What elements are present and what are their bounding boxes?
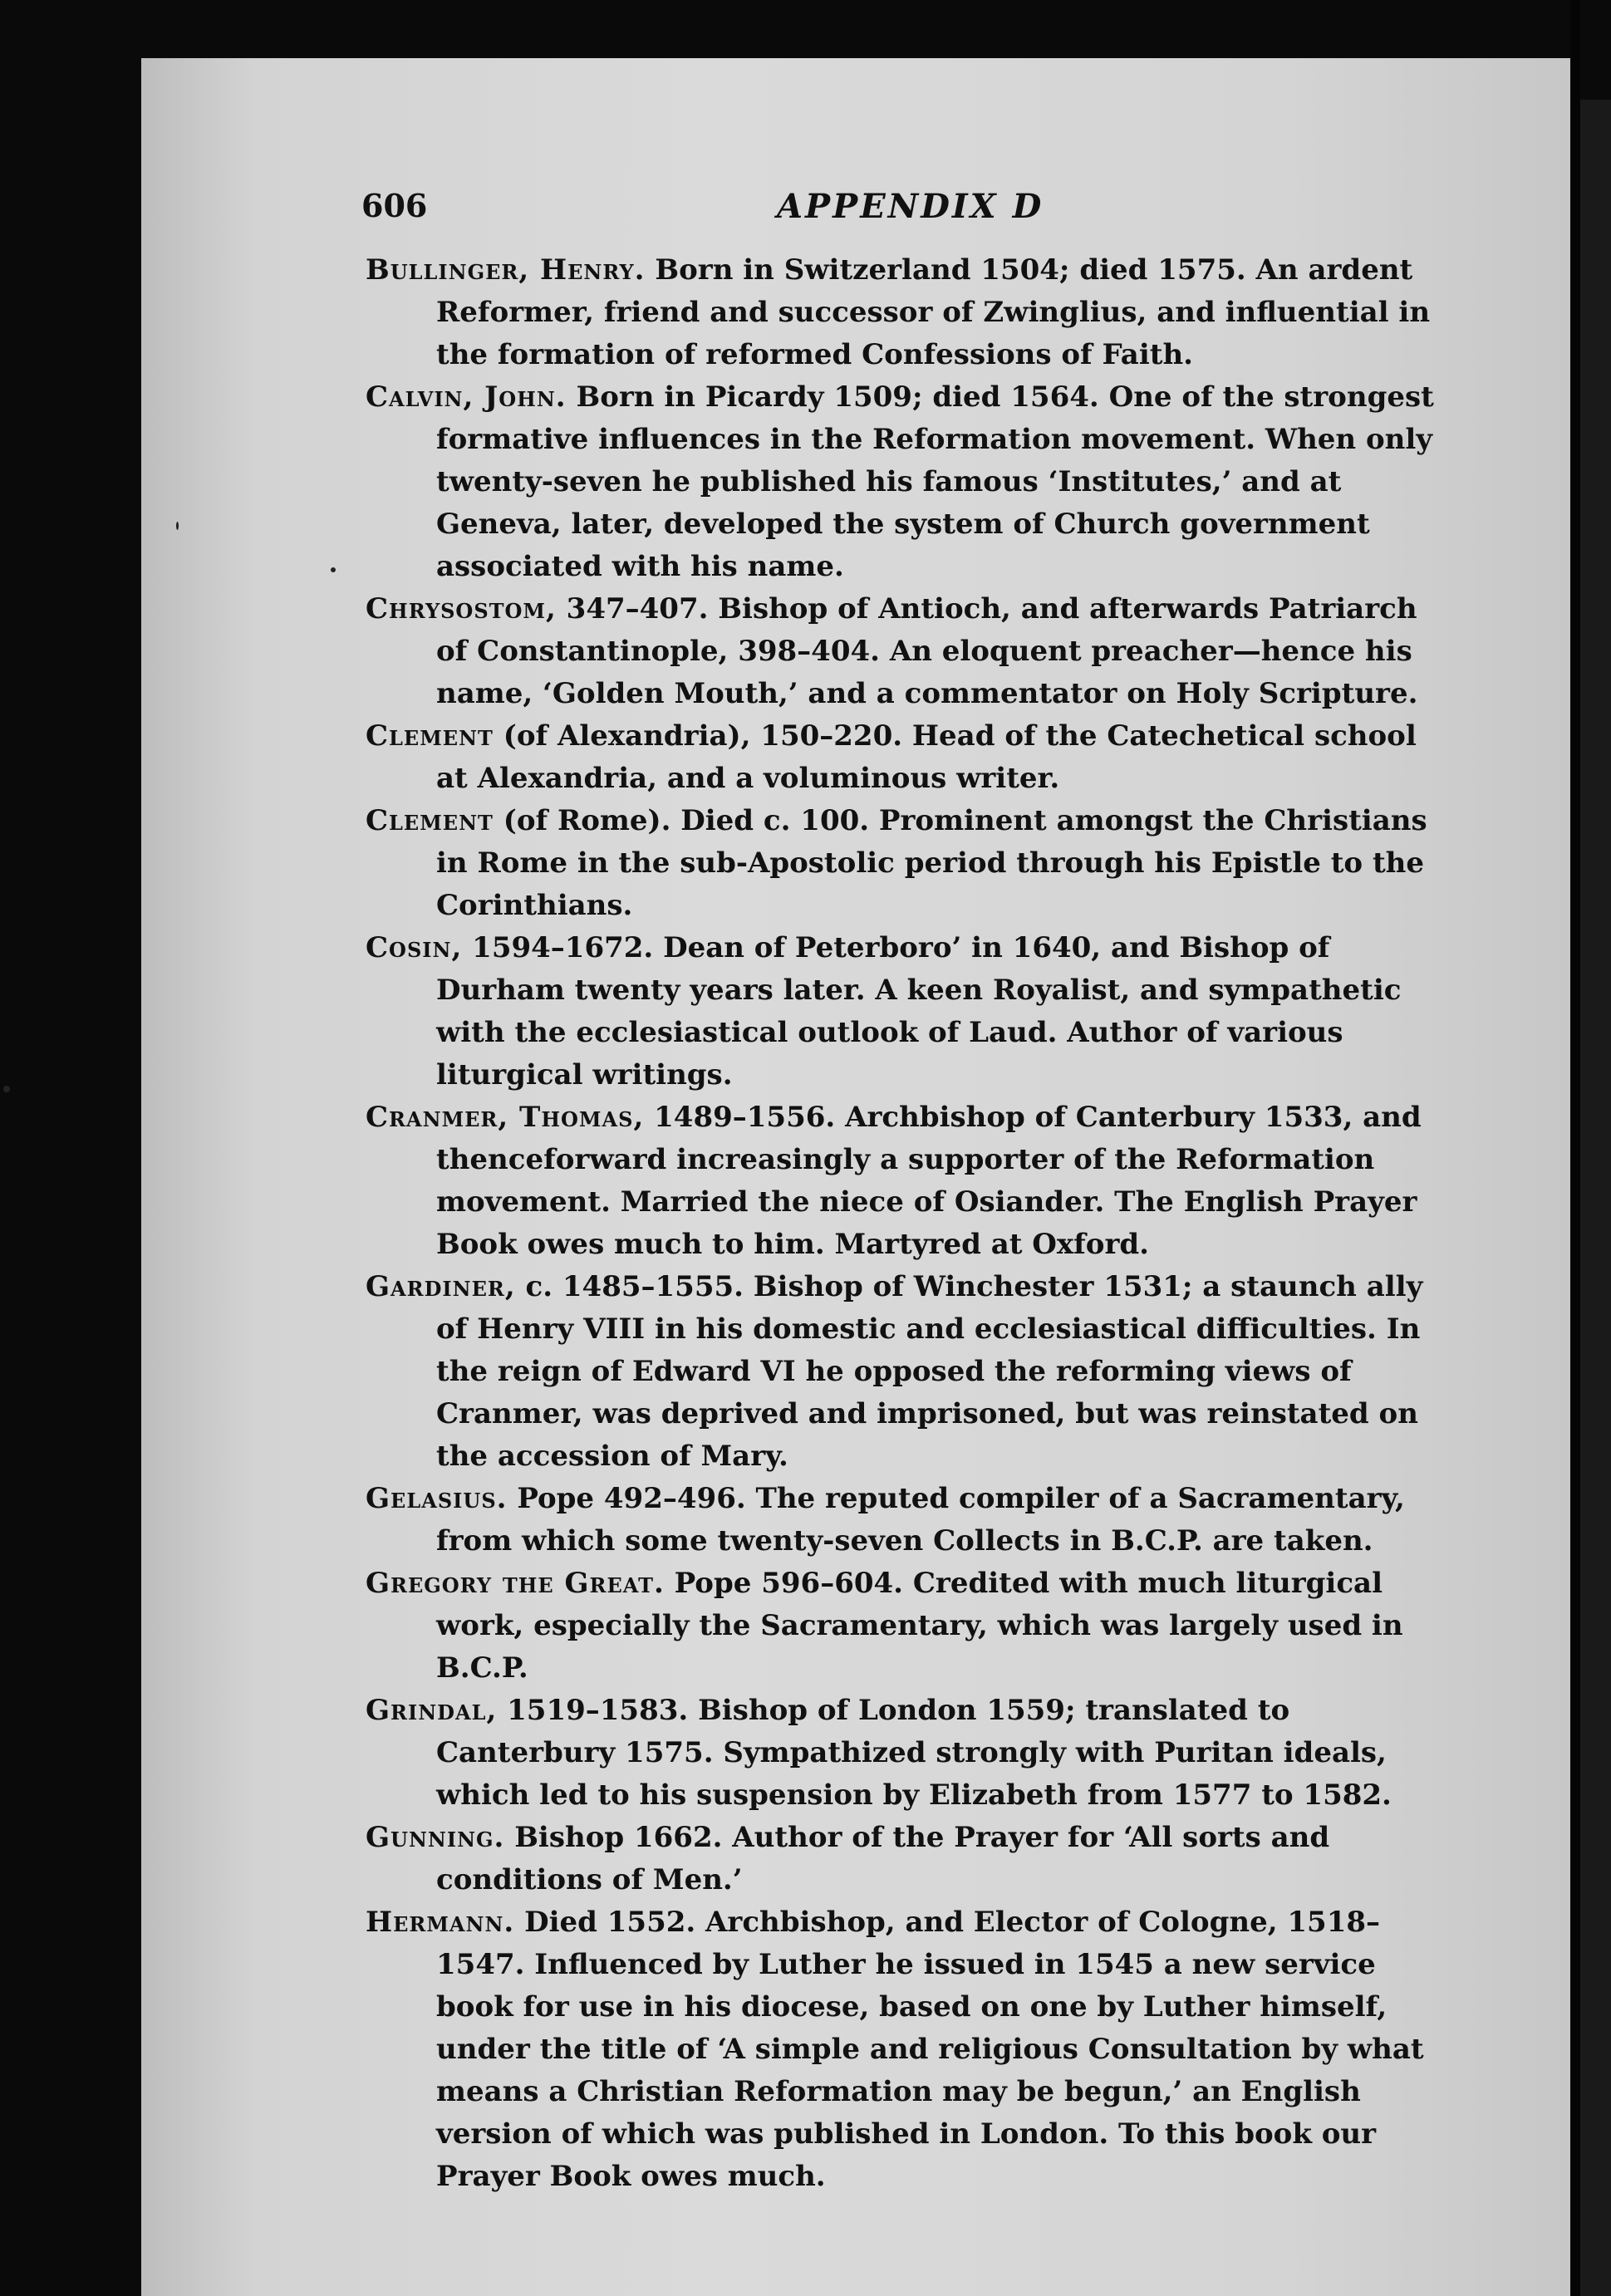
entry-head: Chrysostom,: [366, 592, 557, 626]
entry-head: Clement: [366, 804, 494, 837]
entry-body: 347–407. Bishop of Antioch, and afterwards Patriarch of Constantinople, 398–404. An eloquent preacher—hence his name, ‘Golden Mouth,’ and a commentator on Holy Scripture.: [436, 592, 1418, 710]
entry-head: Hermann.: [366, 1906, 515, 1939]
entry-body: 1594–1672. Dean of Peterboro’ in 1640, and Bishop of Durham twenty years later. A keen Royalist, and sympathetic with the ecclesiastical outlook of Laud. Author of various liturgical writings.: [436, 931, 1402, 1092]
entry-body: Born in Switzerland 1504; died 1575. An ardent Reformer, friend and successor of Zwinglius, and influential in the formation of reformed Confessions of Faith.: [436, 253, 1431, 371]
entry-body: 1489–1556. Archbishop of Canterbury 1533, and thenceforward increasingly a supporter of the Reformation movement. Married the niece of Osiander. The English Prayer Book owes much to him. Martyred at Oxford.: [436, 1101, 1422, 1261]
entry-head: Gregory the Great.: [366, 1567, 665, 1600]
scan-speck: [331, 567, 336, 572]
entry-body: 1519–1583. Bishop of London 1559; translated to Canterbury 1575. Sympathized strongly with Puritan ideals, which led to his suspension by Elizabeth from 1577 to 1582.: [436, 1694, 1392, 1812]
entry-body: (of Rome). Died c. 100. Prominent amongst the Christians in Rome in the sub-Apostolic period through his Epistle to the Corinthians.: [436, 804, 1427, 922]
entry-grindal: [366, 1690, 1437, 1817]
entry-body: c. 1485–1555. Bishop of Winchester 1531; a staunch ally of Henry VIII in his domestic and ecclesiastical difficulties. In the reign of Edward VI he opposed the reforming views of Cranmer, was deprived and imprisoned, but was reinstated on the accession of Mary.: [436, 1270, 1423, 1473]
entry-head: Clement: [366, 719, 494, 753]
film-edge-right: [1580, 100, 1611, 2296]
entry-body: (of Alexandria), 150–220. Head of the Catechetical school at Alexandria, and a voluminous writer.: [436, 719, 1417, 795]
running-title: APPENDIX D: [777, 187, 1044, 226]
entry-head: Cosin,: [366, 931, 463, 964]
entry-gregory: [366, 1563, 1437, 1690]
entry-cranmer: [366, 1096, 1437, 1266]
entry-head: Grindal,: [366, 1694, 498, 1727]
entry-head: Cranmer, Thomas,: [366, 1101, 645, 1134]
scan-speck: [3, 1086, 10, 1092]
entry-chrysostom: [366, 588, 1437, 715]
page-number: 606: [361, 187, 428, 224]
entry-gunning: [366, 1817, 1437, 1901]
entry-head: Bullinger, Henry.: [366, 253, 646, 287]
scan-speck: [176, 522, 179, 530]
glossary-entries: [366, 249, 1437, 2198]
page-header: [361, 187, 1442, 237]
film-edge-dark-bar: [1570, 0, 1580, 2296]
entry-head: Calvin, John.: [366, 380, 567, 414]
entry-body: Born in Picardy 1509; died 1564. One of the strongest formative influences in the Reformation movement. When only twenty-seven he published his famous ‘Institutes,’ and at Geneva, later, developed the system of Church government associated with his name.: [436, 380, 1434, 583]
entry-clement-alexandria: [366, 715, 1437, 800]
entry-head: Gelasius.: [366, 1482, 508, 1515]
entry-gelasius: [366, 1478, 1437, 1563]
entry-body: Bishop 1662. Author of the Prayer for ‘All sorts and conditions of Men.’: [436, 1821, 1330, 1896]
entry-gardiner: [366, 1266, 1437, 1478]
entry-head: Gunning.: [366, 1821, 505, 1854]
entry-clement-rome: [366, 800, 1437, 927]
entry-head: Gardiner,: [366, 1270, 516, 1303]
entry-cosin: [366, 927, 1437, 1096]
entry-body: Died 1552. Archbishop, and Elector of Cologne, 1518–1547. Influenced by Luther he issued in 1545 a new service book for use in his diocese, based on one by Luther himself, under the title of ‘A simple and religious Consultation by what means a Christian Reformation may be begun,’ an English version of which was published in London. To this book our Prayer Book owes much.: [436, 1906, 1424, 2193]
entry-bullinger: [366, 249, 1437, 376]
entry-body: Pope 596–604. Credited with much liturgical work, especially the Sacramentary, which was largely used in B.C.P.: [436, 1567, 1403, 1685]
entry-body: Pope 492–496. The reputed compiler of a Sacramentary, from which some twenty-seven Collects in B.C.P. are taken.: [436, 1482, 1405, 1558]
entry-calvin: [366, 376, 1437, 588]
entry-hermann: [366, 1901, 1437, 2198]
